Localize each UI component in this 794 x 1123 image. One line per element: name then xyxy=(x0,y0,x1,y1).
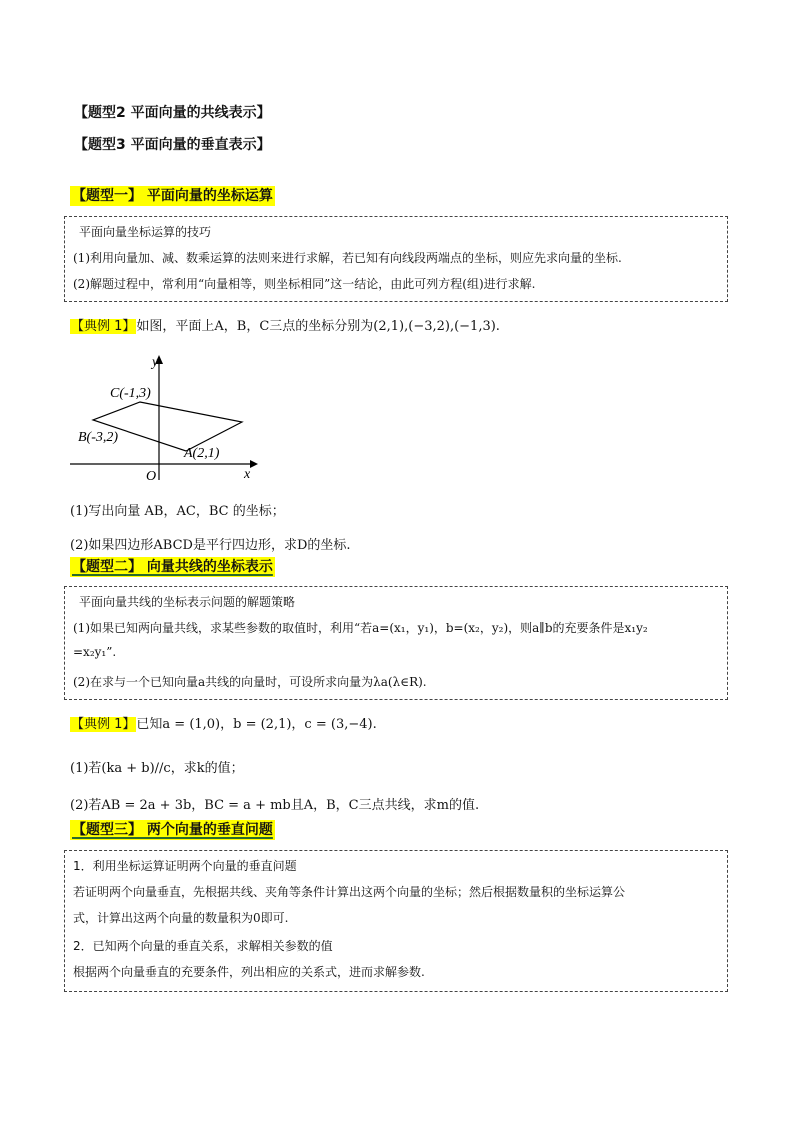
section-2-heading: 【题型二】 向量共线的坐标表示 xyxy=(72,559,273,575)
section-1-tip-box xyxy=(64,216,728,302)
section-1-tip-line-1: (1)利用向量加、减、数乘运算的法则来进行求解，若已知有向线段两端点的坐标，则应先求向量的坐标. xyxy=(73,251,622,265)
section-2-example xyxy=(70,713,377,732)
section-2-tip-box xyxy=(64,586,728,700)
section-1-question-1: (1)写出向量 AB，AC，BC 的坐标； xyxy=(70,504,285,519)
coordinate-figure xyxy=(64,350,264,485)
example-text: 如图，平面上A，B，C三点的坐标分别为(2,1),(−3,2),(−1,3). xyxy=(136,319,500,334)
toc-line-3: 【题型3 平面向量的垂直表示】 xyxy=(74,137,271,153)
section-2-tip-title: 平面向量共线的坐标表示问题的解题策略 xyxy=(79,595,296,609)
section-3-tip-line-1b: 式，计算出这两个向量的数量积为0即可. xyxy=(73,911,289,925)
section-1-example xyxy=(70,315,500,334)
section-3-tip-line-1: 若证明两个向量垂直，先根据共线、夹角等条件计算出这两个向量的坐标；然后根据数量积的坐标运算公 xyxy=(73,885,626,899)
point-c-label: C(-1,3) xyxy=(110,386,151,401)
example-tag: 【典例 1】 xyxy=(71,319,136,334)
section-3-tip-title-1: 1．利用坐标运算证明两个向量的垂直问题 xyxy=(73,859,297,873)
section-1-tip-line-2: (2)解题过程中，常利用“向量相等，则坐标相同”这一结论，由此可列方程(组)进行求解. xyxy=(73,277,536,291)
section-3-tip-line-2: 根据两个向量垂直的充要条件，列出相应的关系式，进而求解参数. xyxy=(73,965,425,979)
example-text: 已知a = (1,0)，b = (2,1)，c = (3,−4). xyxy=(136,717,377,732)
toc-line-2: 【题型2 平面向量的共线表示】 xyxy=(74,105,271,121)
section-2-tip-line-1: (1)如果已知两向量共线，求某些参数的取值时，利用“若a=(x₁，y₁)，b=(x₂，y₂)，则a∥b的充要条件是x₁y₂ xyxy=(73,621,648,635)
y-axis-label: y xyxy=(152,355,159,370)
section-2-tip-line-2: (2)在求与一个已知向量a共线的向量时，可设所求向量为λa(λ∈R). xyxy=(73,675,427,689)
section-3-heading: 【题型三】 两个向量的垂直问题 xyxy=(72,822,273,838)
section-1-tip-title: 平面向量坐标运算的技巧 xyxy=(79,225,212,239)
example-tag: 【典例 1】 xyxy=(71,717,136,732)
section-2-tip-line-1b: =x₂y₁”. xyxy=(73,645,117,659)
section-2-question-1: (1)若(ka + b)//c，求k的值； xyxy=(70,761,244,776)
section-3-tip-box xyxy=(64,850,728,992)
section-2-question-2: (2)若AB = 2a + 3b，BC = a + mb且A，B，C三点共线，求m的值. xyxy=(70,798,480,813)
x-axis-label: x xyxy=(244,467,251,482)
x-axis-arrow xyxy=(250,460,258,468)
section-1-heading: 【题型一】 平面向量的坐标运算 xyxy=(72,188,273,204)
point-a-label: A(2,1) xyxy=(184,446,220,461)
point-b-label: B(-3,2) xyxy=(78,430,119,445)
section-3-tip-title-2: 2．已知两个向量的垂直关系，求解相关参数的值 xyxy=(73,939,333,953)
section-1-question-2: (2)如果四边形ABCD是平行四边形，求D的坐标. xyxy=(70,538,351,553)
origin-label: O xyxy=(146,469,157,484)
